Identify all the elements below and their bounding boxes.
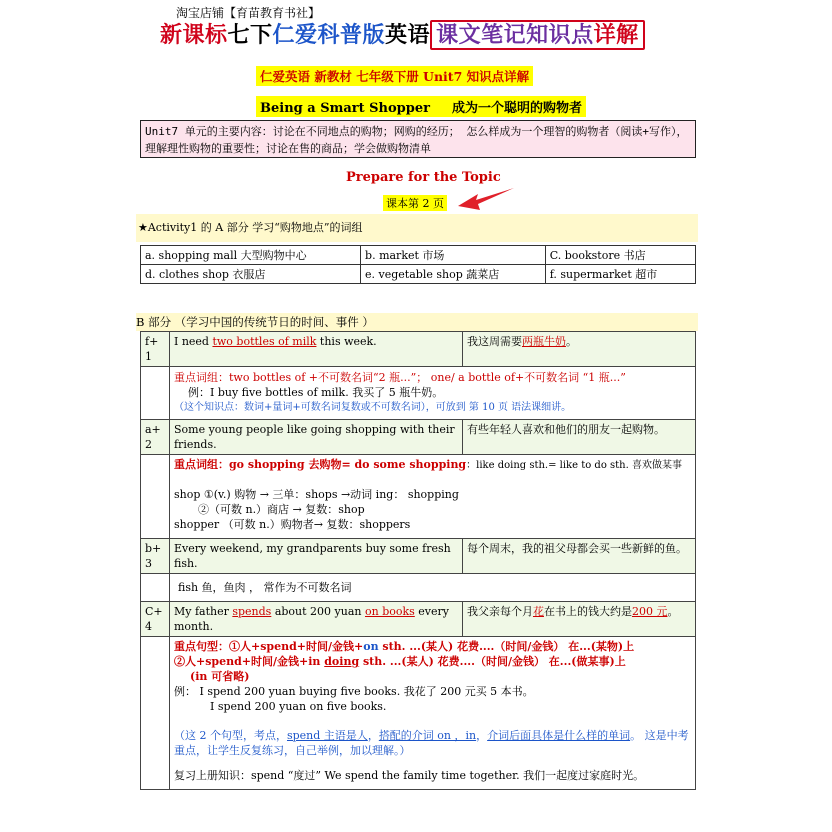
sentence-en: Every weekend, my grandparents buy some fresh fish.: [169, 539, 462, 574]
text: 。: [565, 335, 577, 348]
table-row: [141, 265, 696, 284]
title-part6: 详解: [593, 22, 639, 48]
text: ：like doing sth.= like to do sth. 喜欢做某事: [466, 460, 682, 471]
note-line: [174, 654, 691, 669]
row-number: [141, 574, 170, 602]
row-number: [141, 539, 170, 574]
note-line: ②（可数 n.）商店 → 复数：shop: [197, 503, 365, 516]
text: ，: [367, 729, 379, 742]
vocab-cell: b. market 市场: [361, 246, 546, 265]
text: sth. ...(某人) 花费....（时间/金钱） 在...(做某事)上: [359, 655, 626, 668]
document-title: [160, 18, 645, 49]
note-line: [174, 457, 691, 473]
row-number-text: b+ 3: [145, 542, 162, 570]
text: this week.: [316, 335, 377, 348]
text: about 200 yuan: [271, 605, 365, 618]
row-number-text: f+ 1: [145, 335, 159, 363]
sentence-en: Some young people like going shopping with their friends.: [169, 420, 462, 455]
note-line: 复习上册知识：spend “度过” We spend the family time together. 我们一起度过家庭时光。: [173, 769, 645, 782]
text: every month.: [173, 605, 449, 633]
note-line: (in 可省略): [189, 670, 250, 683]
note-line: I spend 200 yuan on five books.: [209, 700, 387, 713]
notes-table: [140, 331, 696, 790]
note-line: shop ①(v.) 购物 → 三单：shops →动词 ing： shopping: [173, 488, 459, 501]
text: ，: [476, 729, 488, 742]
text: ②人+spend+时间/金钱+in: [173, 655, 325, 668]
vocab-table: [140, 245, 696, 284]
subtitle-lesson: [256, 96, 586, 117]
note-line: 例：I buy five bottles of milk. 我买了 5 瓶牛奶。: [187, 386, 444, 399]
note-cell: fish 鱼，鱼肉 ， 常作为不可数名词: [169, 574, 695, 602]
title-part4: 英语: [385, 22, 431, 48]
text: sth. ...(某人) 花费....（时间/金钱） 在...(某物)上: [378, 640, 635, 653]
sentence-en: [169, 602, 462, 637]
vocab-cell: e. vegetable shop 蔬菜店: [361, 265, 546, 284]
highlight-text: spends: [232, 605, 272, 618]
note-line: shopper （可数 n.）购物者→ 复数：shoppers: [173, 518, 411, 531]
text: 我这周需要: [466, 335, 522, 348]
row-number-text: C+ 4: [145, 605, 163, 633]
note-line: （这个知识点：数词+量词+可数名词复数或不可数名词），可放到 第 10 页 语法课细讲。: [173, 402, 572, 413]
highlight-text: 搭配的介词 on ，in: [378, 729, 477, 742]
page-reference: 课本第 2 页: [383, 195, 447, 211]
table-row: [141, 332, 696, 367]
unit-intro-box: Unit7 单元的主要内容：讨论在不同地点的购物；网购的经历； 怎么样成为一个理智的购物者（阅读+写作），理解理性购物的重要性；讨论在售的商品；学会做购物清单: [140, 120, 696, 158]
row-number: [141, 637, 170, 790]
table-row: [141, 367, 696, 420]
row-number: [141, 602, 170, 637]
table-row: [141, 246, 696, 265]
table-row: [141, 574, 696, 602]
text: 我父亲每个月: [466, 605, 533, 618]
vocab-cell: f. supermarket 超市: [545, 265, 695, 284]
table-row: [141, 637, 696, 790]
text: 。 这是中考重点，让学生反复练习，自己举例，加以理解。）: [173, 729, 689, 757]
table-row: [141, 602, 696, 637]
row-number: [141, 367, 170, 420]
sentence-en: [169, 332, 462, 367]
subtitle-lesson-cn: 成为一个聪明的购物者: [451, 101, 582, 116]
note-cell: [169, 637, 695, 790]
title-part5: 课文笔记知识点: [436, 22, 594, 48]
text: I need: [173, 335, 213, 348]
table-row: [141, 539, 696, 574]
title-part2: 七下: [227, 22, 273, 48]
prepare-heading: Prepare for the Topic: [346, 170, 501, 185]
sentence-cn: [462, 332, 695, 367]
row-number: [141, 332, 170, 367]
subtitle-unit: 仁爱英语 新教材 七年级下册 Unit7 知识点详解: [256, 66, 533, 86]
vocab-cell: d. clothes shop 衣服店: [141, 265, 361, 284]
key-phrase: 重点词组：go shopping 去购物= do some shopping: [173, 458, 467, 471]
highlight-text: on books: [364, 605, 415, 618]
text: 重点句型：①人+spend+时间/金钱+: [173, 640, 364, 653]
highlight-text: 介词后面具体是什么样的单词: [487, 729, 631, 742]
text: （这 2 个句型，考点，: [173, 729, 287, 742]
text: My father: [173, 605, 233, 618]
vocab-cell: a. shopping mall 大型购物中心: [141, 246, 361, 265]
title-part1: 新课标: [160, 22, 228, 48]
note-line: 例： I spend 200 yuan buying five books. 我花了 200 元买 5 本书。: [173, 685, 534, 698]
text: 。: [667, 605, 679, 618]
subtitle-lesson-en: Being a Smart Shopper: [260, 101, 430, 116]
row-number: [141, 455, 170, 539]
text: 在书上的钱大约是: [543, 605, 632, 618]
row-number: [141, 420, 170, 455]
note-cell: [169, 455, 695, 539]
arrow-icon: [456, 186, 518, 214]
highlight-text: 花: [532, 605, 544, 618]
table-row: [141, 420, 696, 455]
sentence-cn: [462, 602, 695, 637]
highlight-text: doing: [324, 655, 360, 668]
highlight-text: 两瓶牛奶: [521, 335, 566, 348]
section-b-heading: B 部分 （学习中国的传统节日的时间、事件 ）: [136, 313, 698, 331]
title-box: [430, 20, 645, 50]
highlight-text: 200 元: [631, 605, 668, 618]
vocab-cell: C. bookstore 书店: [545, 246, 695, 265]
highlight-text: spend 主语是人: [286, 729, 368, 742]
sentence-cn: 每个周末，我的祖父母都会买一些新鲜的鱼。: [462, 539, 695, 574]
shop-name: 淘宝店铺【育苗教育书社】: [176, 6, 321, 20]
table-row: [141, 455, 696, 539]
activity-heading: ★Activity1 的 A 部分 学习“购物地点”的词组: [136, 214, 698, 242]
title-part3: 仁爱科普版: [272, 22, 386, 48]
highlight-text: two bottles of milk: [212, 335, 317, 348]
preposition-text: on: [363, 640, 379, 653]
note-line: [174, 728, 691, 758]
note-line: 重点词组：two bottles of +不可数名词“2 瓶...”； one/ a bottle of+不可数名词 “1 瓶...”: [173, 371, 626, 384]
note-line: [174, 639, 691, 654]
note-cell: [169, 367, 695, 420]
sentence-cn: 有些年轻人喜欢和他们的朋友一起购物。: [462, 420, 695, 455]
row-number-text: a+ 2: [145, 423, 161, 451]
